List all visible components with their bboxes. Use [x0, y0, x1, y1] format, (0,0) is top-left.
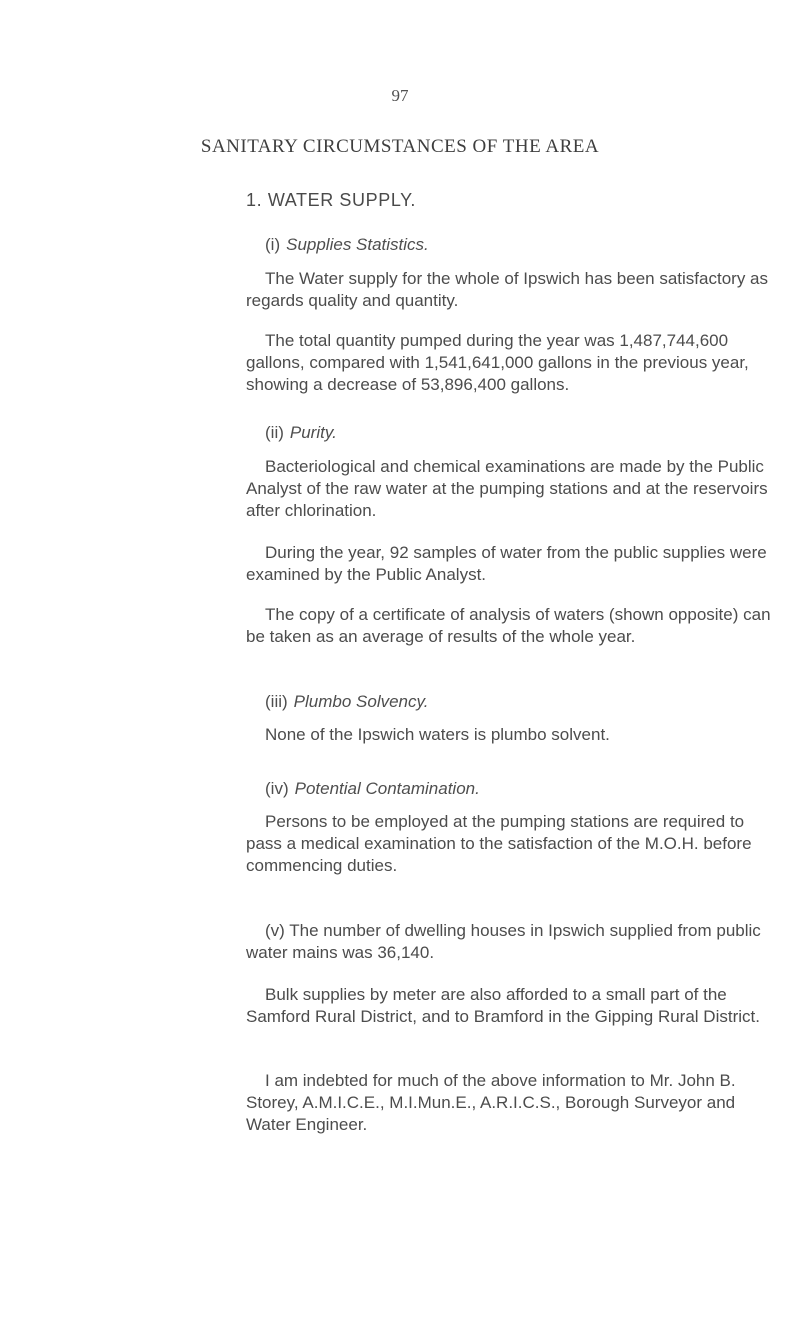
- subsection-label: Supplies Statistics.: [286, 235, 429, 254]
- subsection-number: (ii): [265, 423, 284, 442]
- page-number: 97: [391, 86, 409, 105]
- paragraph-text: The number of dwelling houses in Ipswich supplied from public water mains was 36,140.: [246, 921, 761, 962]
- paragraph: Bacteriological and chemical examinations are made by the Public Analyst of the raw water at the pumping stations and at the reservoirs after chlorination.: [246, 457, 768, 520]
- page-title: SANITARY CIRCUMSTANCES OF THE AREA: [200, 136, 600, 157]
- subsection-label: Purity.: [289, 423, 337, 442]
- paragraph: I am indebted for much of the above information to Mr. John B. Storey, A.M.I.C.E., M.I.Mun.E., A.R.I.C.S., Borough Surveyor and Water Engineer.: [246, 1071, 736, 1134]
- section-heading: 1. WATER SUPPLY.: [246, 190, 416, 210]
- subsection-heading-potential-contamination: [265, 779, 480, 799]
- paragraph: Bulk supplies by meter are also afforded to a small part of the Samford Rural District, and to Bramford in the Gipping Rural District.: [246, 985, 760, 1026]
- subsection-heading-supplies: [265, 235, 429, 255]
- paragraph: The copy of a certificate of analysis of waters (shown opposite) can be taken as an average of results of the whole year.: [246, 605, 771, 646]
- paragraph-with-number: [246, 920, 776, 964]
- subsection-number: (iii): [265, 692, 288, 711]
- paragraph: Persons to be employed at the pumping stations are required to pass a medical examination to the satisfaction of the M.O.H. before commencing duties.: [246, 812, 752, 875]
- paragraph: During the year, 92 samples of water from the public supplies were examined by the Public Analyst.: [246, 543, 767, 584]
- subsection-number: (v): [265, 921, 285, 940]
- subsection-number: (i): [265, 235, 281, 254]
- paragraph: None of the Ipswich waters is plumbo solvent.: [265, 725, 610, 744]
- paragraph: The Water supply for the whole of Ipswich has been satisfactory as regards quality and quantity.: [246, 269, 769, 310]
- subsection-number: (iv): [265, 779, 289, 798]
- subsection-label: Potential Contamination.: [294, 779, 480, 798]
- subsection-heading-plumbo-solvency: [265, 692, 428, 712]
- paragraph: The total quantity pumped during the year was 1,487,744,600 gallons, compared with 1,541,641,000 gallons in the previous year, showing a decrease of 53,896,400 gallons.: [246, 331, 749, 394]
- subsection-label: Plumbo Solvency.: [293, 692, 429, 711]
- subsection-heading-purity: [265, 423, 337, 443]
